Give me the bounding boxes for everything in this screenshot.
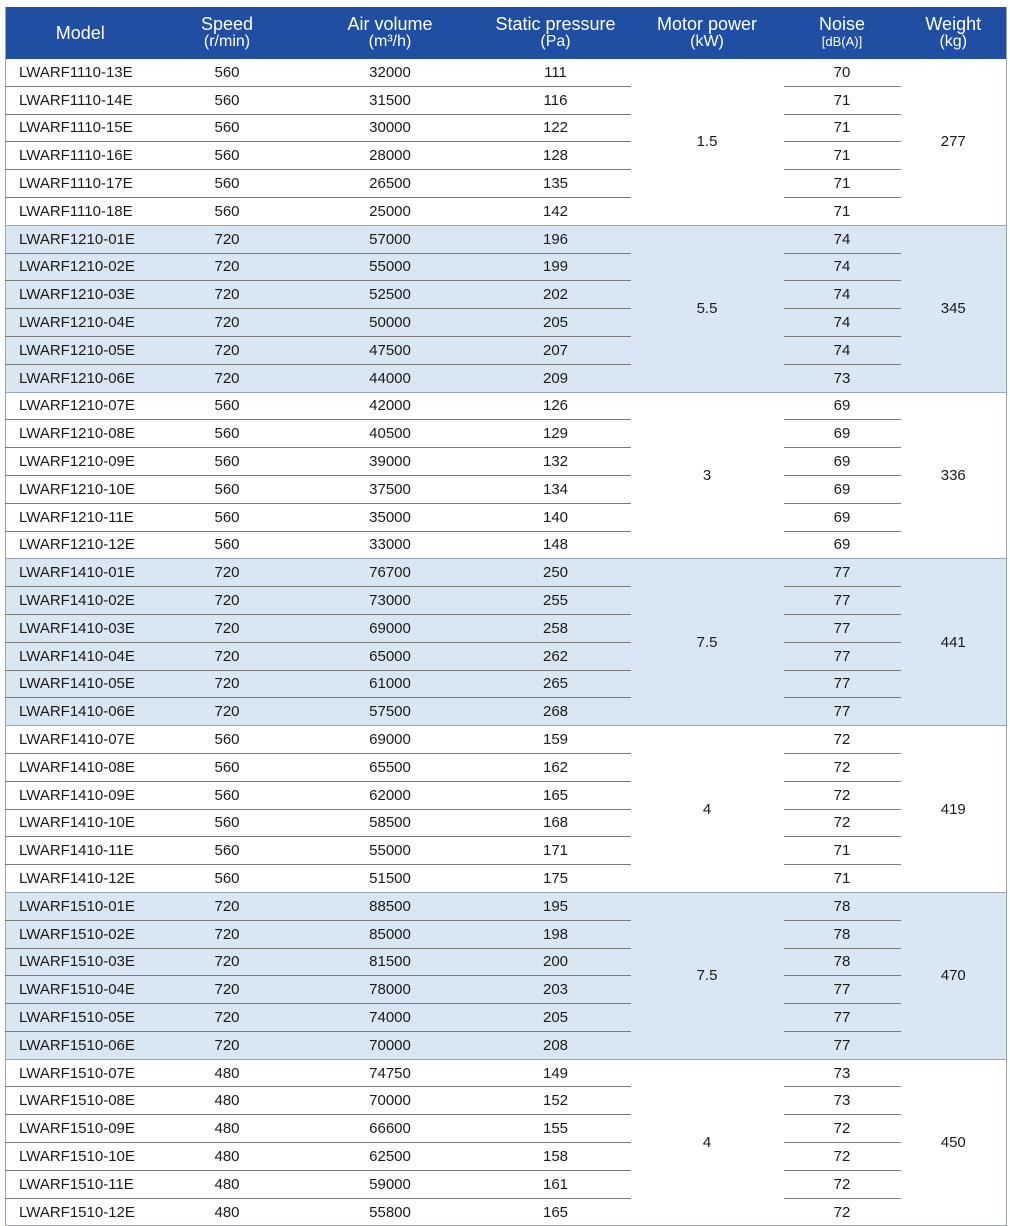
- cell-noise: 72: [833, 1203, 851, 1221]
- cell-air-volume: 55800: [369, 1203, 411, 1221]
- cell-speed: 720: [155, 698, 300, 726]
- cell-model: LWARF1510-05E: [6, 1004, 155, 1032]
- cell-motor-power: 4: [631, 726, 784, 893]
- cell-static-pressure: 202: [481, 281, 631, 309]
- header-air-volume-title: Air volume: [347, 14, 433, 34]
- cell-model: LWARF1410-01E: [6, 559, 155, 587]
- table-row: [6, 976, 1007, 1004]
- cell-air-volume: 40500: [300, 420, 481, 448]
- cell-air-volume: 61000: [300, 670, 481, 698]
- cell-model: LWARF1110-13E: [6, 59, 155, 86]
- table-row: [6, 1170, 1007, 1198]
- cell-static-pressure: 165: [481, 781, 631, 809]
- cell-model: LWARF1410-08E: [6, 753, 155, 781]
- cell-noise: 72: [784, 781, 901, 809]
- cell-speed: 560: [155, 392, 300, 420]
- table-row: [6, 559, 1007, 587]
- cell-air-volume: 81500: [300, 948, 481, 976]
- cell-model: LWARF1510-08E: [6, 1087, 155, 1115]
- cell-weight: 470: [901, 892, 1007, 1059]
- cell-air-volume: 52500: [300, 281, 481, 309]
- cell-static-pressure: 149: [481, 1059, 631, 1087]
- header-motor-power-title: Motor power: [656, 14, 758, 34]
- cell-static-pressure: 203: [481, 976, 631, 1004]
- cell-noise: 74: [784, 253, 901, 281]
- cell-speed: 720: [155, 253, 300, 281]
- cell-air-volume: 32000: [300, 59, 481, 86]
- table-row: [6, 920, 1007, 948]
- cell-static-pressure: 196: [481, 225, 631, 253]
- table-row: [6, 837, 1007, 865]
- cell-air-volume: 65000: [300, 642, 481, 670]
- cell-static-pressure: 207: [481, 336, 631, 364]
- cell-model: LWARF1510-06E: [6, 1031, 155, 1059]
- cell-speed: 480: [155, 1087, 300, 1115]
- table-row: [6, 1059, 1007, 1087]
- cell-air-volume: 88500: [300, 892, 481, 920]
- cell-noise: 70: [784, 59, 901, 86]
- cell-noise: 73: [784, 364, 901, 392]
- cell-air-volume: 55000: [300, 253, 481, 281]
- cell-static-pressure: 168: [481, 809, 631, 837]
- cell-noise: 69: [784, 420, 901, 448]
- cell-model: LWARF1210-01E: [6, 225, 155, 253]
- header-speed-title: Speed: [200, 14, 254, 34]
- cell-noise: 74: [784, 281, 901, 309]
- cell-weight: 336: [901, 392, 1007, 559]
- table-row: [6, 698, 1007, 726]
- cell-speed: 560: [155, 170, 300, 198]
- cell-speed: 560: [214, 536, 240, 554]
- cell-motor-power: 7.5: [631, 892, 784, 1059]
- table-row: [6, 726, 1007, 754]
- cell-model: LWARF1510-07E: [6, 1059, 155, 1087]
- cell-air-volume: 55000: [300, 837, 481, 865]
- cell-model: LWARF1510-03E: [6, 948, 155, 976]
- table-row: [6, 781, 1007, 809]
- cell-air-volume: 66600: [300, 1115, 481, 1143]
- table-row: [6, 892, 1007, 920]
- cell-speed: 720: [155, 614, 300, 642]
- cell-speed: 720: [155, 336, 300, 364]
- cell-model: LWARF1210-10E: [6, 475, 155, 503]
- header-static-pressure: [481, 7, 631, 59]
- header-weight-title: Weight: [925, 14, 982, 34]
- cell-air-volume: 74000: [300, 1004, 481, 1032]
- table-row: [6, 587, 1007, 615]
- table-row: [6, 531, 1007, 559]
- header-noise: [784, 7, 901, 59]
- cell-static-pressure: 205: [481, 1004, 631, 1032]
- cell-static-pressure: 129: [481, 420, 631, 448]
- cell-static-pressure: 161: [481, 1170, 631, 1198]
- cell-noise: 78: [784, 920, 901, 948]
- cell-static-pressure: 200: [481, 948, 631, 976]
- cell-static-pressure: 155: [481, 1115, 631, 1143]
- cell-speed: 480: [155, 1170, 300, 1198]
- cell-noise: 77: [784, 698, 901, 726]
- cell-speed: 480: [155, 1143, 300, 1171]
- cell-noise: 71: [784, 170, 901, 198]
- cell-air-volume: 58500: [300, 809, 481, 837]
- cell-noise: 71: [784, 114, 901, 142]
- table-row: [6, 336, 1007, 364]
- cell-speed: 560: [155, 503, 300, 531]
- cell-air-volume: 57500: [300, 698, 481, 726]
- header-weight: [901, 7, 1007, 59]
- cell-static-pressure: 255: [481, 587, 631, 615]
- cell-weight: 441: [901, 559, 1007, 726]
- cell-static-pressure: 250: [481, 559, 631, 587]
- cell-noise: 74: [784, 225, 901, 253]
- header-model-title: Model: [55, 23, 105, 43]
- cell-static-pressure: 175: [542, 870, 569, 887]
- cell-noise: 77: [784, 1031, 901, 1059]
- cell-air-volume: 62500: [300, 1143, 481, 1171]
- cell-air-volume: 31500: [300, 86, 481, 114]
- cell-speed: 720: [155, 587, 300, 615]
- cell-air-volume: 25000: [369, 202, 411, 220]
- header-static-pressure-title: Static pressure: [495, 14, 616, 34]
- cell-speed: 560: [155, 420, 300, 448]
- cell-noise: 71: [784, 86, 901, 114]
- cell-air-volume: 74750: [300, 1059, 481, 1087]
- cell-speed: 720: [155, 559, 300, 587]
- cell-weight: 450: [901, 1059, 1007, 1226]
- cell-model: LWARF1210-04E: [6, 309, 155, 337]
- header-motor-power-unit: (kW): [690, 33, 724, 50]
- cell-weight: 277: [940, 133, 966, 151]
- cell-air-volume: 50000: [300, 309, 481, 337]
- cell-noise: 77: [784, 976, 901, 1004]
- cell-static-pressure: 128: [481, 142, 631, 170]
- cell-model: LWARF1410-06E: [6, 698, 155, 726]
- cell-model: LWARF1410-02E: [6, 587, 155, 615]
- cell-air-volume: 70000: [300, 1031, 481, 1059]
- cell-noise: 77: [784, 1004, 901, 1032]
- table-row: [6, 1198, 1007, 1226]
- table-row: [6, 1031, 1007, 1059]
- cell-weight: 345: [901, 225, 1007, 392]
- cell-static-pressure: 165: [542, 1203, 569, 1221]
- cell-noise: 71: [784, 837, 901, 865]
- cell-speed: 560: [155, 86, 300, 114]
- header-weight-unit: (kg): [939, 33, 968, 50]
- cell-speed: 720: [155, 948, 300, 976]
- cell-static-pressure: 122: [481, 114, 631, 142]
- cell-air-volume: 85000: [300, 920, 481, 948]
- cell-speed: 560: [214, 202, 240, 220]
- cell-static-pressure: 209: [481, 364, 631, 392]
- cell-static-pressure: 111: [481, 59, 631, 86]
- table-row: [6, 225, 1007, 253]
- cell-speed: 480: [214, 1203, 240, 1221]
- cell-air-volume: 33000: [369, 536, 411, 554]
- cell-air-volume: 28000: [300, 142, 481, 170]
- cell-noise: 71: [833, 202, 851, 220]
- cell-air-volume: 69000: [300, 726, 481, 754]
- cell-speed: 720: [155, 920, 300, 948]
- cell-model: LWARF1210-09E: [6, 448, 155, 476]
- cell-speed: 560: [155, 781, 300, 809]
- header-air-volume-unit: (m³/h): [368, 33, 412, 50]
- cell-model: LWARF1110-17E: [6, 170, 155, 198]
- cell-model: LWARF1510-04E: [6, 976, 155, 1004]
- cell-noise: 78: [784, 892, 901, 920]
- cell-model: LWARF1410-04E: [6, 642, 155, 670]
- cell-model: LWARF1510-02E: [6, 920, 155, 948]
- header-row: [6, 7, 1007, 59]
- cell-speed: 560: [155, 142, 300, 170]
- cell-air-volume: 76700: [300, 559, 481, 587]
- spec-table-container: [5, 7, 1006, 1226]
- cell-noise: 72: [784, 753, 901, 781]
- cell-speed: 560: [155, 114, 300, 142]
- table-row: [6, 114, 1007, 142]
- cell-speed: 720: [155, 642, 300, 670]
- cell-model: LWARF1410-11E: [6, 837, 155, 865]
- cell-static-pressure: 198: [481, 920, 631, 948]
- cell-static-pressure: 126: [481, 392, 631, 420]
- table-row: [6, 86, 1007, 114]
- cell-model: LWARF1210-03E: [6, 281, 155, 309]
- cell-air-volume: 62000: [300, 781, 481, 809]
- cell-speed: 720: [155, 225, 300, 253]
- table-row: [6, 809, 1007, 837]
- cell-air-volume: 78000: [300, 976, 481, 1004]
- cell-speed: 560: [155, 448, 300, 476]
- cell-noise: 72: [784, 809, 901, 837]
- cell-static-pressure: 208: [481, 1031, 631, 1059]
- cell-speed: 720: [155, 364, 300, 392]
- header-model: [6, 7, 155, 59]
- table-row: [6, 1087, 1007, 1115]
- cell-air-volume: 69000: [300, 614, 481, 642]
- cell-speed: 560: [155, 475, 300, 503]
- table-row: [6, 59, 1007, 86]
- cell-air-volume: 73000: [300, 587, 481, 615]
- cell-noise: 77: [784, 559, 901, 587]
- cell-static-pressure: 265: [481, 670, 631, 698]
- cell-static-pressure: 148: [542, 536, 569, 554]
- header-air-volume: [300, 7, 481, 59]
- header-speed: [155, 7, 300, 59]
- cell-speed: 720: [155, 309, 300, 337]
- cell-static-pressure: 199: [481, 253, 631, 281]
- cell-noise: 73: [784, 1087, 901, 1115]
- cell-noise: 77: [784, 587, 901, 615]
- table-row: [6, 392, 1007, 420]
- cell-air-volume: 57000: [300, 225, 481, 253]
- table-row: [6, 642, 1007, 670]
- cell-air-volume: 26500: [300, 170, 481, 198]
- cell-noise: 69: [784, 503, 901, 531]
- cell-speed: 560: [155, 837, 300, 865]
- cell-noise: 72: [784, 1143, 901, 1171]
- table-header: [6, 7, 1007, 59]
- cell-model: LWARF1410-07E: [6, 726, 155, 754]
- cell-noise: 77: [784, 614, 901, 642]
- cell-speed: 560: [155, 59, 300, 86]
- cell-speed: 720: [155, 1004, 300, 1032]
- cell-model: LWARF1210-06E: [6, 364, 155, 392]
- cell-model: LWARF1210-08E: [6, 420, 155, 448]
- cell-air-volume: 30000: [300, 114, 481, 142]
- table-row: [6, 142, 1007, 170]
- cell-static-pressure: 171: [481, 837, 631, 865]
- table-row: [6, 448, 1007, 476]
- cell-model: LWARF1110-15E: [6, 114, 155, 142]
- header-speed-unit: (r/min): [203, 33, 251, 50]
- cell-speed: 480: [155, 1059, 300, 1087]
- cell-speed: 720: [155, 892, 300, 920]
- cell-motor-power: 3: [631, 392, 784, 559]
- cell-static-pressure: 158: [481, 1143, 631, 1171]
- table-row: [6, 865, 1007, 893]
- cell-air-volume: 42000: [300, 392, 481, 420]
- cell-model: LWARF1410-05E: [6, 670, 155, 698]
- table-body: [6, 59, 1007, 1226]
- cell-noise: 69: [784, 448, 901, 476]
- table-row: [6, 309, 1007, 337]
- cell-noise: 71: [833, 870, 851, 887]
- table-row: [6, 670, 1007, 698]
- table-row: [6, 614, 1007, 642]
- cell-model: LWARF1410-09E: [6, 781, 155, 809]
- table-row: [6, 420, 1007, 448]
- cell-noise: 73: [784, 1059, 901, 1087]
- cell-static-pressure: 142: [542, 202, 569, 220]
- cell-noise: 74: [784, 309, 901, 337]
- cell-model: LWARF1210-11E: [6, 503, 155, 531]
- cell-air-volume: 51500: [369, 870, 411, 887]
- cell-motor-power: 7.5: [631, 559, 784, 726]
- cell-model: LWARF1110-14E: [6, 86, 155, 114]
- cell-noise: 69: [784, 392, 901, 420]
- cell-static-pressure: 116: [481, 86, 631, 114]
- cell-air-volume: 44000: [300, 364, 481, 392]
- header-noise-unit: [dB(A)]: [821, 34, 863, 49]
- cell-speed: 720: [155, 670, 300, 698]
- table-row: [6, 1115, 1007, 1143]
- table-row: [6, 753, 1007, 781]
- cell-model: LWARF1210-12E: [19, 536, 135, 554]
- cell-static-pressure: 268: [481, 698, 631, 726]
- header-noise-title: Noise: [818, 14, 866, 34]
- cell-noise: 77: [784, 642, 901, 670]
- cell-model: LWARF1210-02E: [6, 253, 155, 281]
- cell-static-pressure: 152: [481, 1087, 631, 1115]
- cell-speed: 480: [155, 1115, 300, 1143]
- cell-air-volume: 37500: [300, 475, 481, 503]
- cell-model: LWARF1510-11E: [6, 1170, 155, 1198]
- cell-noise: 69: [784, 475, 901, 503]
- table-row: [6, 197, 1007, 225]
- cell-noise: 77: [784, 670, 901, 698]
- cell-model: LWARF1510-10E: [6, 1143, 155, 1171]
- cell-model: LWARF1210-05E: [6, 336, 155, 364]
- cell-weight: 419: [901, 726, 1007, 893]
- table-row: [6, 948, 1007, 976]
- cell-model: LWARF1410-10E: [6, 809, 155, 837]
- table-row: [6, 253, 1007, 281]
- table-row: [6, 281, 1007, 309]
- cell-motor-power: 4: [631, 1059, 784, 1226]
- cell-noise: 78: [784, 948, 901, 976]
- cell-motor-power: 5.5: [631, 225, 784, 392]
- cell-speed: 560: [214, 870, 240, 887]
- table-row: [6, 1004, 1007, 1032]
- cell-static-pressure: 134: [481, 475, 631, 503]
- cell-air-volume: 35000: [300, 503, 481, 531]
- cell-speed: 560: [155, 809, 300, 837]
- cell-noise: 72: [784, 1170, 901, 1198]
- cell-model: LWARF1510-12E: [19, 1203, 135, 1221]
- table-row: [6, 364, 1007, 392]
- cell-model: LWARF1510-09E: [6, 1115, 155, 1143]
- table-row: [6, 170, 1007, 198]
- cell-model: LWARF1410-03E: [6, 614, 155, 642]
- cell-static-pressure: 159: [481, 726, 631, 754]
- cell-static-pressure: 132: [481, 448, 631, 476]
- cell-air-volume: 70000: [300, 1087, 481, 1115]
- cell-static-pressure: 258: [481, 614, 631, 642]
- cell-speed: 560: [155, 753, 300, 781]
- cell-model: LWARF1110-18E: [19, 202, 133, 220]
- cell-speed: 720: [155, 1031, 300, 1059]
- table-row: [6, 1143, 1007, 1171]
- header-static-pressure-unit: (Pa): [540, 33, 571, 50]
- cell-air-volume: 59000: [300, 1170, 481, 1198]
- cell-model: LWARF1410-12E: [19, 870, 135, 887]
- cell-noise: 72: [784, 726, 901, 754]
- cell-noise: 69: [833, 536, 851, 554]
- cell-static-pressure: 135: [481, 170, 631, 198]
- cell-static-pressure: 195: [481, 892, 631, 920]
- cell-air-volume: 47500: [300, 336, 481, 364]
- cell-air-volume: 65500: [300, 753, 481, 781]
- cell-air-volume: 39000: [300, 448, 481, 476]
- table-row: [6, 475, 1007, 503]
- cell-static-pressure: 162: [481, 753, 631, 781]
- cell-speed: 560: [155, 726, 300, 754]
- cell-model: LWARF1110-16E: [6, 142, 155, 170]
- cell-static-pressure: 205: [481, 309, 631, 337]
- header-motor-power: [631, 7, 784, 59]
- cell-model: LWARF1510-01E: [6, 892, 155, 920]
- cell-motor-power: 1.5: [696, 133, 718, 151]
- cell-static-pressure: 262: [481, 642, 631, 670]
- cell-model: LWARF1210-07E: [6, 392, 155, 420]
- cell-speed: 720: [155, 281, 300, 309]
- cell-noise: 74: [784, 336, 901, 364]
- table-row: [6, 503, 1007, 531]
- cell-speed: 720: [155, 976, 300, 1004]
- cell-noise: 71: [784, 142, 901, 170]
- cell-noise: 72: [784, 1115, 901, 1143]
- spec-table: [5, 7, 1007, 1226]
- cell-static-pressure: 140: [481, 503, 631, 531]
